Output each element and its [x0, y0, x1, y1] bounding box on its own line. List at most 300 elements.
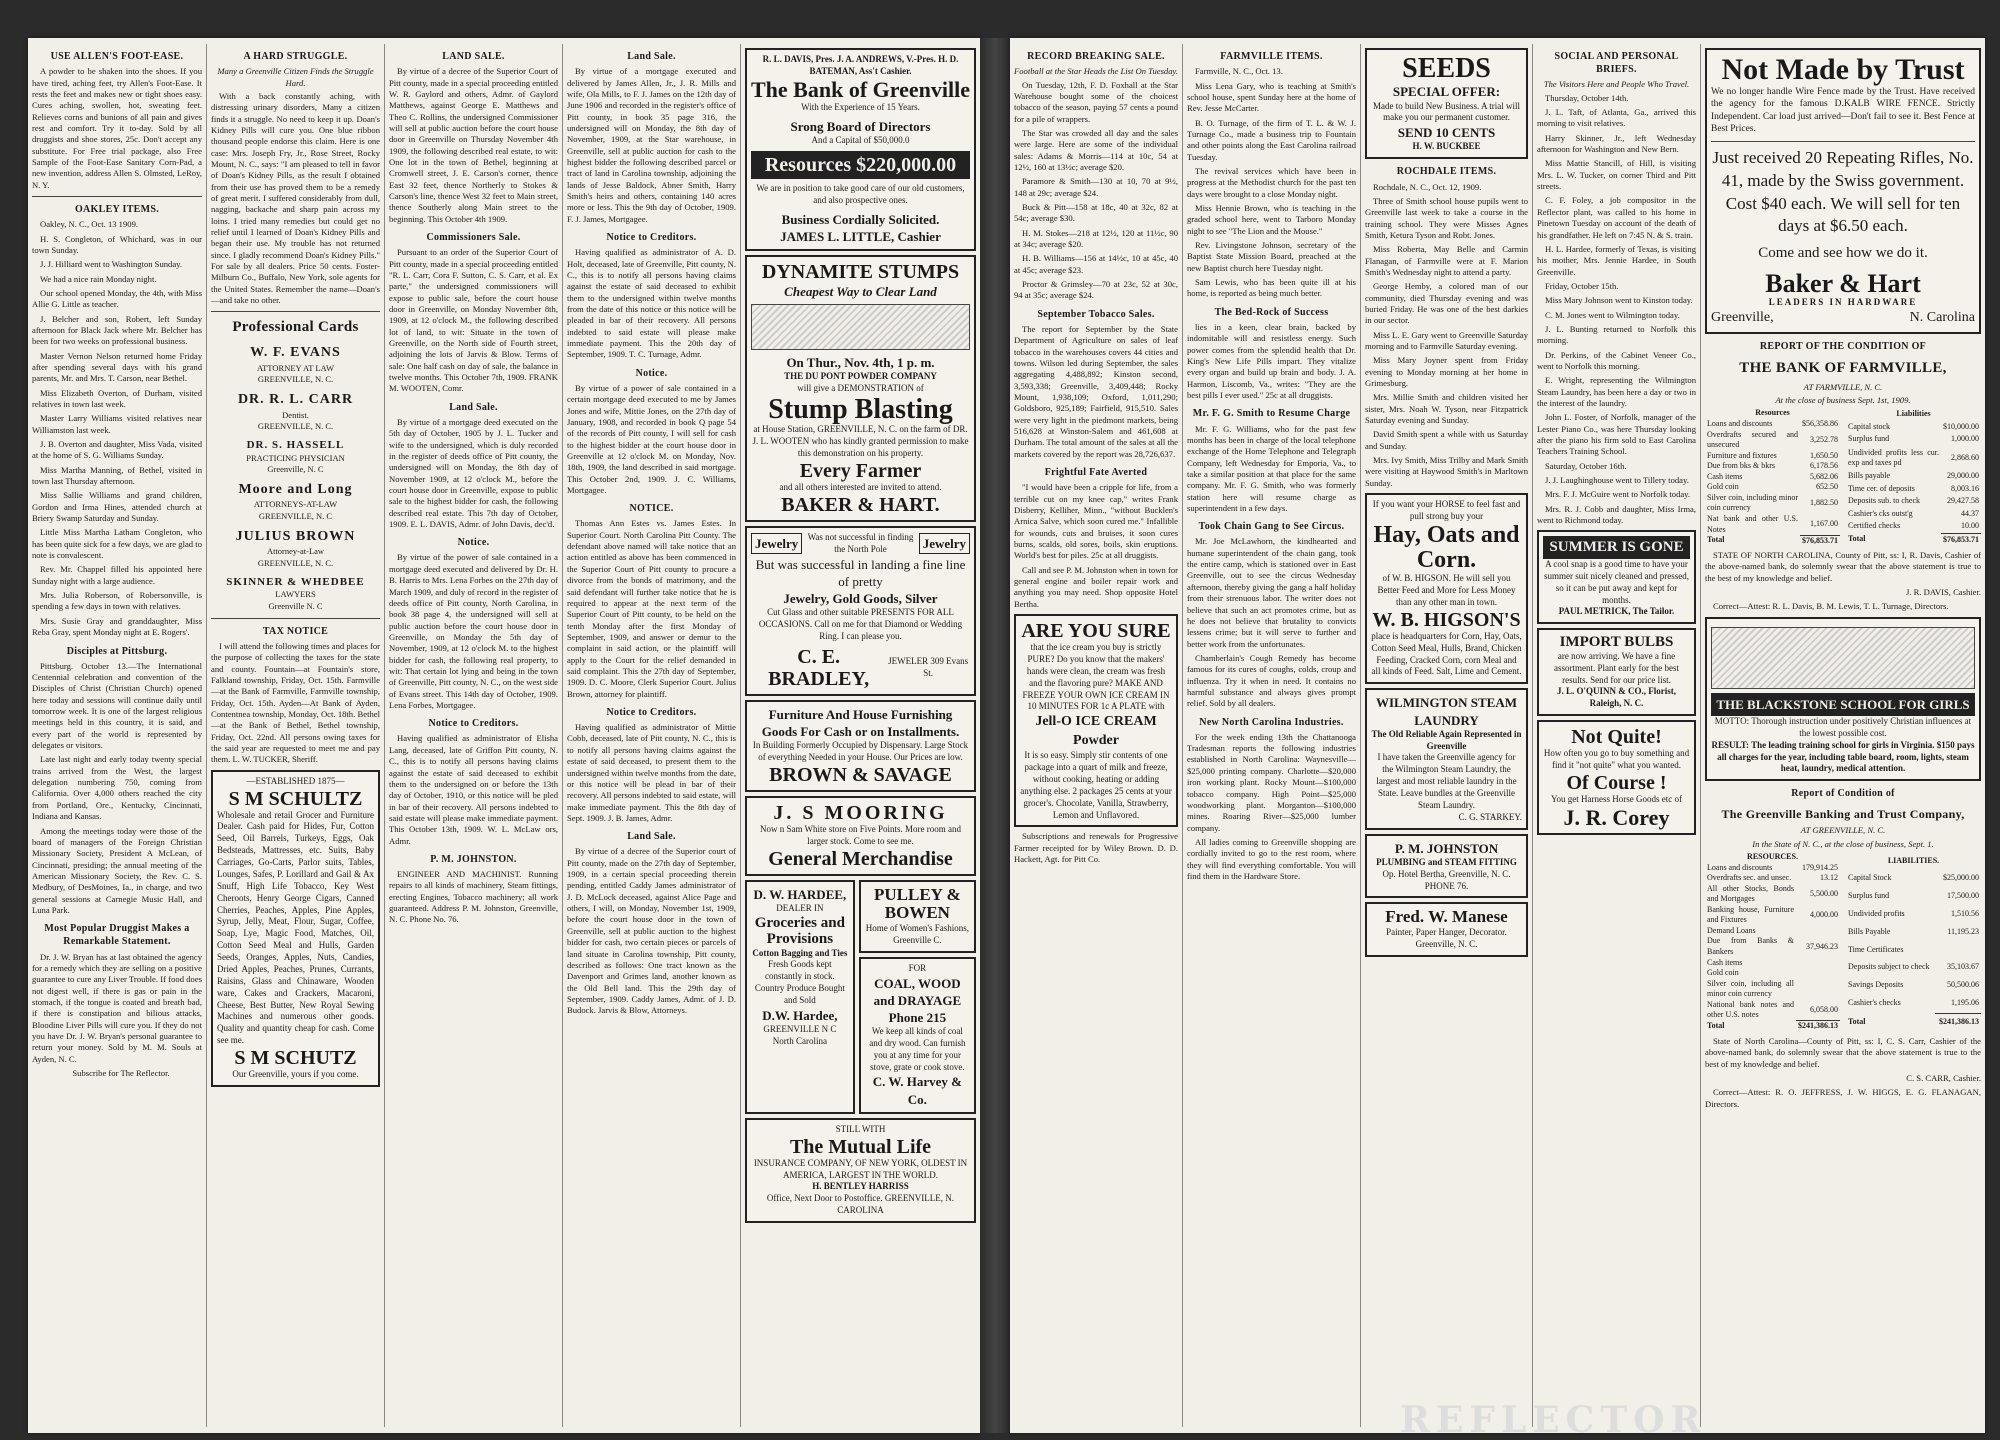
resources-rows — [1705, 419, 1840, 546]
divider — [32, 196, 202, 197]
higson-text: of W. B. HIGSON. He will sell you Better Feed and More for Less Money than any other man in town. — [1377, 573, 1516, 607]
statement-row — [1846, 941, 1981, 959]
commissioners-sale-text: Pursuant to an order of the Superior Court of Pitt county, made in a special proceeding entitled "R. L. Carr, Cora F. Sutton, C. S. Carr, et al. Ex parte," the undersigned commissioners will expose to public sale, before the court house door in Greenville, on Monday November 8th, 1909, at 12 o'clock M., the following described lot of land, to wit: Situate in the town of Greenville, on the North side of Fourth street, adjoining the lots of Jarvis & Blow. Terms of sale: One half cash on day of sale, the balance in twelve months. This October 7th, 1909. FRANK M. WOOTEN, Comr. — [389, 247, 558, 394]
card-line: Attorney-at-Law — [266, 546, 325, 557]
column-4 — [562, 44, 740, 1427]
higson-place: place is headquarters for Corn, Hay, Oats, Cotton Seed Meal, Hulls, Brand, Chicken Feeding, Cracked Corn, corn Meal and all kinds of Feed. Salt, Lime and Cement. — [1371, 630, 1522, 677]
manese-sub: Painter, Paper Hanger, Decorator. Greenville, N. C. — [1386, 927, 1507, 950]
social-item: E. Wright, representing the Wilmington Steam Laundry, has been here a day or two in the interest of the laundry. — [1537, 375, 1696, 408]
mutual-office: Office, Next Door to Postoffice. GREENVILLE, N. CAROLINA — [766, 1193, 955, 1216]
bank-solicit: Business Cordially Solicited. — [781, 211, 940, 227]
statement-value: $76,853.71 — [1802, 535, 1838, 545]
social-item: J. J. Laughinghouse went to Tillery today. — [1545, 475, 1689, 486]
card-carr — [211, 391, 380, 432]
statement-label: Capital stock — [1848, 421, 1890, 431]
bank-position: We are in position to take good care of our old customers, and also prospective ones. — [756, 182, 965, 205]
higson-name: W. B. HIGSON'S — [1372, 608, 1521, 631]
oakley-item: J. J. Hilliard went to Washington Sunday. — [40, 259, 183, 270]
statement-label: Cashier's cks outst'g — [1848, 508, 1913, 518]
statement-row — [1846, 977, 1981, 995]
statement-row — [1705, 884, 1840, 905]
mutual-still: STILL WITH — [835, 1123, 886, 1134]
card-name: SKINNER & WHEDBEE — [226, 575, 365, 588]
statement-value: 29,427.58 — [1947, 496, 1979, 506]
greenville-resources — [1705, 852, 1840, 1032]
land-sale-title: LAND SALE. — [442, 51, 505, 62]
social-item: H. L. Hardee, formerly of Texas, is visiting his mother, Mrs. Jennie Hardee, in South Greenville. — [1537, 243, 1696, 277]
jewelry-cut-glass: Cut Glass and other suitable PRESENTS FOR ALL OCCASIONS. Call on me for that Diamond or Wedding Ring. I can please you. — [758, 607, 963, 641]
jewelry-label: Jewelry — [919, 533, 970, 554]
hardee-pulley-row — [745, 880, 976, 1114]
corey-ad — [1537, 720, 1696, 835]
column-3 — [384, 44, 562, 1427]
statement-value: 5,682.06 — [1810, 471, 1838, 481]
report2-date: In the State of N. C., at the close of business, Sept. 1. — [1752, 838, 1934, 849]
statement-row — [1846, 1013, 1981, 1032]
social-item: Harry Skinner, Jr., left Wednesday afternoon for Washington and New Bern. — [1537, 132, 1696, 155]
frightful-text: "I would have been a cripple for life, from a terrible cut on my knee cap," writes Frank Disberry, Kelliher, Minn., "without Bucklen's Arnica Salve, which soon cured me." Infallible for wounds, cuts and bruises, it soon cures burns, scalds, old sores, boils, skin eruptions. World's best for piles. 25c at all druggists. — [1014, 482, 1178, 561]
school-building-illustration — [1711, 627, 1975, 689]
statement-label: Silver coin, including minor coin currency — [1707, 492, 1798, 513]
jewelry-label: Jewelry — [751, 533, 802, 554]
coal-title: COAL, WOOD and DRAYAGE — [873, 975, 962, 1008]
statement-row — [1705, 493, 1840, 514]
column-6 — [1010, 44, 1182, 1427]
commissioners-sale-title: Commissioners Sale. — [426, 232, 521, 243]
card-brown — [211, 528, 380, 569]
statement-label: Overdrafts secured and unsecured — [1707, 429, 1798, 450]
schultz-name-footer: S M SCHUTZ — [234, 1047, 357, 1070]
statement-value: 37,946.23 — [1806, 941, 1838, 951]
oakley-item: Oakley, N. C., Oct. 13 1909. — [40, 219, 139, 230]
statement-label: Cashier's checks — [1848, 998, 1901, 1008]
oakley-item: H. S. Congleton, of Whichard, was in our town Sunday. — [32, 233, 202, 255]
pmj-sub: PLUMBING and STEAM FITTING — [1376, 856, 1517, 867]
statement-row — [1846, 433, 1981, 445]
pulley-bowen: PULLEY & BOWEN — [873, 884, 961, 923]
chain-gang-text: Mr. Joe McLawhorn, the kindhearted and humane superintendent of the chain gang, took the entire camp, which is stationed over in East Greenville, out to see the circus Wednesday afternoon, thereby giving the gang a half holiday from their strenuous labor. The writer does not believe that such an act promotes crime, but as he does not believe that brutality to convicts lessens crime; but it will serve to further and better work from the unfortunates. — [1187, 536, 1356, 649]
dynamite-title: DYNAMITE STUMPS — [761, 260, 960, 283]
blackstone-result: RESULT: The leading training school for girls in Virginia. $150 pays all charges for the year, including table board, room, lights, steam heat, laundry, medical attention. — [1711, 739, 1975, 774]
divider — [211, 618, 380, 619]
every-farmer: Every Farmer — [799, 459, 922, 482]
statement-label: Savings Deposits — [1848, 980, 1904, 990]
pmj-ad — [1365, 834, 1528, 899]
statement-value: 1,882.50 — [1810, 498, 1838, 508]
record-sale-title: RECORD BREAKING SALE. — [1027, 51, 1165, 62]
notice-text: By virtue of a power of sale contained in a certain mortgage deed executed to me by James Jones and wife, Mittie Jones, on the 27th day of January, 1908, and recorded in book Q page 54 of the records of Pitt county, I will sell for cash to the highest bidder at the court house door in Greenville at 12 o'clock M. on Monday, Nov. 18th, 1909, the land described in said mortgage. This October 2nd, 1909. J. C. Williams, Mortgagee. — [567, 382, 736, 495]
statement-label: Bills Payable — [1848, 926, 1891, 936]
statement-row — [1705, 535, 1840, 546]
statement-value: 1,000.00 — [1951, 434, 1979, 444]
court-notice-text: Thomas Ann Estes vs. James Estes. In Superior Court. North Carolina Pitt County. The defendant above named will take notice that an action entitled as above has been commenced in the Superior Court of Pitt county to procure a divorce from the bonds of matrimony, and the said defendant will further take notice that he is required to appear at the next term of the Superior Court of Pitt county, to be held on the tenth Monday after the first Monday of September, 1909, and answer or demur to the complaint in said action, or the plaintiff will apply to the Court for the relief demanded in said complaint. This the 27th day of September, 1909. D. C. Moore, Clerk Superior Court. Julius Brown, attorney for plaintiff. — [567, 518, 736, 699]
of-course-text: You get Harness Horse Goods etc of — [1550, 793, 1683, 804]
smith-text: Mr. F. G. Williams, who for the past few months has been in charge of the local telephone exchange of the Home Telephone and Telegraph Company, left Wednesday for Emporia, Va., to take a similar position at that place for the same company. Mr. F. G. Smith, who was formerly station here will resume charge as superintendent in a few days. — [1187, 423, 1356, 513]
dynamite-demo: will give a DEMONSTRATION of — [797, 383, 924, 394]
record-sale-text: Buck & Pitt—158 at 18c, 40 at 32c, 82 at 54c; average $30. — [1014, 201, 1178, 224]
struggle-subtitle: Many a Greenville Citizen Finds the Struggle Hard. — [217, 66, 374, 88]
not-quite-text: How often you go to buy something and find it "not quite" what you wanted. — [1543, 748, 1690, 771]
disciples-paragraph: Among the meetings today were those of the board of managers of the Foreign Christian Missionary Society, President A McLean, of Cincinnati, presiding; the annual meeting of the American Missionary Society, the Rev. C. S. Medbury, of DesMoines, Ia., in charge, and two general sessions at Carnegie Music Hall, and Luna Park. — [32, 825, 202, 915]
oakley-item: Miss Martha Manning, of Bethel, visited in town last Thursday afternoon. — [32, 464, 202, 487]
statement-label: National bank notes and other U.S. notes — [1707, 999, 1794, 1020]
jello-name: Jell-O ICE CREAM Powder — [1035, 714, 1157, 748]
hardee-state: North Carolina — [772, 1035, 827, 1046]
oakley-item: J. Belcher and son, Robert, left Sunday afternoon for Black Jack where Mr. Belcher has been for two weeks on professional business. — [32, 313, 202, 347]
social-item: Saturday, October 16th. — [1545, 460, 1627, 471]
summer-ad — [1537, 530, 1696, 624]
statement-row — [1846, 520, 1981, 533]
farmville-title: FARMVILLE ITEMS. — [1220, 51, 1323, 62]
statement-value: 1,510.56 — [1951, 909, 1979, 919]
statement-row — [1705, 905, 1840, 926]
bank-cashier: JAMES L. LITTLE, Cashier — [780, 228, 941, 244]
jello-sub: It is so easy. Simply stir contents of one package into a quart of milk and freeze, without cooking, heating or adding anything else. 2 packages 25 cents at your grocer's. Chocolate, Vanilla, Strawberry, Lemon and Unflavored. — [1020, 750, 1172, 820]
statement-label: Silver coin, including all minor coin currency — [1707, 978, 1794, 999]
explosion-illustration — [751, 304, 970, 350]
statement-value: 3,252.78 — [1810, 434, 1838, 444]
statement-row — [1846, 905, 1981, 923]
statement-row — [1846, 446, 1981, 471]
social-item: Miss Mattie Stancill, of Hill, is visiting Mrs. L. W. Tucker, on corner Third and Pitt streets. — [1537, 158, 1696, 192]
statement-label: Loans and discounts — [1707, 862, 1773, 872]
record-sale-subtitle: Football at the Star Heads the List On Tuesday. — [1014, 66, 1178, 77]
social-item: Thursday, October 14th. — [1545, 92, 1629, 103]
allens-ad-text: A powder to be shaken into the shoes. If you have tired, aching feet, try Allen's Foot-Ease. It rests the feet and makes new or tight shoes easy. Cures aching, swollen, hot, sweating feet. Relieves corns and bunions of all pain and gives rest and comfort. Try it to-day. Sold by all druggists and shoe stores, 25c. Don't accept any substitute. For Free trial package, also Free Sample of the Foot-Ease Sanitary Corn-Pad, a new invention, address Allen S. Olmsted, LeRoy, N. Y. — [32, 66, 202, 190]
statement-row — [1846, 508, 1981, 520]
record-sale-text: On Tuesday, 12th, F. D. Foxhall at the Star Warehouse bought some of the choicest tobacco of the season, paying 57 cents a pound for a pile of wrappers. — [1014, 79, 1178, 124]
oakley-item: J. B. Overton and daughter, Miss Vada, visited at the home of S. G. Williams Sunday. — [32, 439, 202, 461]
disciples-paragraph: Late last night and early today twenty special trains arrived from the West, the largest delegation numbering 750, coming from California. Over 4,000 others reached the city from Portland, Ore., Kentucky, Cincinnati, Indiana and Kansas. — [32, 754, 202, 822]
jewelry-name: C. E. BRADLEY, — [768, 645, 870, 690]
bed-rock-title: The Bed-Rock of Success — [1214, 306, 1329, 318]
schultz-name: S M SCHULTZ — [228, 787, 363, 810]
state-statement: STATE OF NORTH CAROLINA, County of Pitt, ss: I, R. Davis, Cashier of the above-named bank, do solemnly swear that the above statement is true to the best of my knowledge and belief. — [1705, 550, 1981, 583]
bank-experience: With the Experience of 15 Years. — [801, 101, 920, 112]
seeds-send: SEND 10 CENTS — [1397, 125, 1496, 141]
report2-bank: The Greenville Banking and Trust Company, — [1721, 806, 1965, 821]
mooring-general: General Merchandise — [768, 847, 953, 870]
disciples-title: Disciples at Pittsburg. — [66, 645, 168, 657]
oakley-item: Mrs. Susie Gray and granddaughter, Miss Reba Gray, spent Monday night at E. Rogers'. — [32, 615, 202, 638]
mooring-name: J. S MOORING — [773, 801, 948, 824]
statement-value: $241,386.13 — [1798, 1021, 1838, 1031]
card-line: Greenville N. C — [268, 600, 323, 611]
land-sale-text: By virtue of a decree of the Superior Court of Pitt county, made in a special proceeding entitled W. R. Gaylord and others, Admr. of Gaylord Matthews, against George E. Matthews and Theo C. Rollins, the undersigned Commissioner will sell at public auction before the court house door in Greenville on Thursday November 4th 1909, the following described real estate, to wit: One lot in the town of Bethel, beginning at Cromwell street, J. E. Carson's corner, thence East 32 feet, thence Northerly to Stokes & Carson's line, thence West 32 feet to Main street, thence Southerly along Main street to the beginning. This October 4th 1909. — [389, 66, 558, 224]
hardee-ad — [745, 880, 855, 1114]
oakley-item: Mrs. Julia Roberson, of Robersonville, is spending a few days in town with relatives. — [32, 590, 202, 612]
johnston-notice: Call and see P. M. Johnston when in town for general engine and boiler repair work and anything you may need. Shop opposite Hotel Bertha. — [1014, 564, 1178, 609]
jewelry-footer — [751, 646, 970, 690]
column-5 — [740, 44, 980, 1427]
statement-label: Undivided profits — [1848, 909, 1905, 919]
baker-hart-city: Greenville, — [1711, 310, 1774, 326]
greenville-liabilities — [1846, 852, 1981, 1032]
statement-value: $76,853.71 — [1941, 533, 1981, 546]
card-name: DR. R. L. CARR — [237, 392, 354, 408]
statement-row — [1846, 870, 1981, 888]
statement-row — [1705, 419, 1840, 430]
statement-label: Total — [1848, 1017, 1866, 1027]
statement-label: Total — [1707, 535, 1725, 545]
statement-value: $56,358.86 — [1802, 419, 1838, 429]
farmville-resources — [1705, 408, 1840, 546]
industries-title: New North Carolina Industries. — [1199, 716, 1344, 728]
statement-value — [1796, 979, 1840, 1000]
mutual-agent: H. BENTLEY HARRISS — [812, 1181, 909, 1192]
statement-row — [1705, 514, 1840, 535]
farmville-liabilities — [1846, 408, 1981, 546]
oakley-item: Our school opened Monday, the 4th, with Miss Allie G. Little as teacher. — [32, 287, 202, 310]
trust-title: Not Made by Trust — [1721, 53, 1965, 86]
statement-label: Bills payable — [1848, 471, 1890, 481]
statement-row — [1705, 1000, 1840, 1021]
tax-notice-title: TAX NOTICE — [262, 625, 329, 637]
statement-label: Gold coin — [1707, 482, 1739, 492]
card-line: GREENVILLE, N. C — [258, 510, 333, 521]
baker-hart-name: Baker & Hart — [1765, 269, 1921, 299]
seeds-offer: SPECIAL OFFER: — [1392, 84, 1501, 100]
manese-ad — [1365, 902, 1528, 956]
land-sale-text: By virtue of a mortgage executed and delivered by James Allen, Jr., J. R. Mills and wife, Ola Mills, to F. J. James on the 12th day of June 1906 and recorded in the register's office of Pitt county, in book 35 page 316, the undersigned will on Monday, the 8th day of November, 1909, at the Star warehouse, in Greenville, sell at public auction for cash to the highest bidder the following described parcel or tract of land in Carolina township, adjoining the lands of Jesse Baldock, Abner Smith, Harry Smith's heirs and others, containing 140 acres more or less. This the 9th day of October, 1909. F. J. James, Mortgagee. — [567, 66, 736, 224]
oakley-item: Miss Sallie Williams and grand children, Gordon and Irma Hines, attended church at Briery Swamp Saturday and Sunday. — [32, 490, 202, 524]
column-10 — [1700, 44, 1985, 1427]
farmville-item: Miss Lena Gary, who is teaching at Smith's school house, spent Sunday here at the home of Rev. Jesse McCarter. — [1187, 80, 1356, 114]
mutual-insurance: INSURANCE COMPANY, OF NEW YORK, OLDEST IN AMERICA, LARGEST IN THE WORLD. — [753, 1157, 968, 1180]
rochdale-item: Miss L. E. Gary went to Greenville Saturday morning and to Farmville Saturday evening. — [1365, 329, 1528, 351]
land-sale-title: Land Sale. — [449, 401, 498, 413]
page-fold — [980, 38, 1010, 1433]
laundry-sub: The Old Reliable Again Represented in Greenville — [1371, 728, 1522, 751]
bed-rock-text: lies in a keen, clear brain, backed by indomitable will and resistless energy. Such power comes from the splendid health that Dr. King's New Life Pills impart. They vitalize every organ and build up brain and body. J. A. Harmon, Liscomb, Va., writes: "They are the best pills I ever used." 25c at all druggists. — [1187, 321, 1356, 400]
statement-label: Capital Stock — [1848, 873, 1892, 883]
social-subtitle: The Visitors Here and People Who Travel. — [1543, 79, 1690, 90]
land-sale-title: Land Sale. — [627, 831, 676, 843]
social-item: J. L. Taft, of Atlanta, Ga., arrived this morning to visit relatives. — [1537, 107, 1696, 129]
statement-label: Furniture and fixtures — [1707, 450, 1777, 460]
statement-value: $10,000.00 — [1943, 421, 1979, 431]
statement-label: Surplus fund — [1848, 891, 1890, 901]
farmville-item: Rev. Livingstone Johnson, secretary of the Baptist State Mission Board, preached at the new Baptist church here Tuesday night. — [1187, 240, 1356, 273]
summer-title: SUMMER IS GONE — [1543, 536, 1690, 559]
hardee-goods: Groceries and Provisions — [754, 914, 845, 948]
statement-value: 29,000.00 — [1947, 471, 1979, 481]
report-at: AT FARMVILLE, N. C. — [1803, 381, 1883, 392]
statement-row — [1705, 482, 1840, 493]
creditors-text: Having qualified as administrator of Elisha Lang, deceased, late of Griffon Pitt county, N. C., this is to notify all persons having claims against the estate of said deceased to exhibit them to the undersigned on or before the 13th day of October, 1910, or this notice will be pled in bar of their recovery. All persons indebted to said estate will please make immediate payment. This October 13th, 1909. W. L. McLaw ors, Admr. — [389, 733, 558, 846]
statement-row — [1846, 495, 1981, 507]
rochdale-item: George Hemby, a colored man of our community, died Thursday evening and was buried Friday. He was one of the best darkies in our sector. — [1365, 281, 1528, 326]
state-signature: J. R. DAVIS, Cashier. — [1905, 587, 1981, 598]
report-title: REPORT OF THE CONDITION OF — [1759, 340, 1927, 352]
social-item: Miss Mary Johnson went to Kinston today. — [1545, 295, 1693, 306]
creditors-title: Notice to Creditors. — [606, 232, 697, 243]
mooring-ad — [745, 796, 976, 876]
card-skinner — [211, 575, 380, 612]
resources-head: Resources — [1755, 408, 1790, 418]
bank-resources: Resources $220,000.00 — [751, 151, 970, 179]
blackstone-title: THE BLACKSTONE SCHOOL FOR GIRLS — [1711, 693, 1975, 716]
card-name: DR. S. HASSELL — [246, 439, 345, 452]
statement-value: $25,000.00 — [1943, 873, 1979, 883]
seeds-ad — [1365, 48, 1528, 159]
statement-row — [1705, 863, 1840, 874]
summer-text: A cool snap is a good time to have your summer suit nicely cleaned and pressed, so it can be put away and kept for months. — [1544, 558, 1689, 605]
card-name: JULIUS BROWN — [235, 528, 356, 544]
bank-officers: R. L. DAVIS, Pres. J. A. ANDREWS, V.-Pres. H. D. BATEMAN, Ass't Cashier. — [762, 54, 959, 76]
mooring-sub: Now n Sam White store on Five Points. More room and larger stock. Come to see me. — [759, 823, 962, 846]
card-moore-long — [211, 481, 380, 522]
schultz-ad — [211, 770, 380, 1087]
furniture-ad — [745, 700, 976, 792]
social-item: C. M. Jones went to Wilmington today. — [1545, 309, 1680, 320]
social-item: J. L. Bunting returned to Norfolk this morning. — [1537, 323, 1696, 346]
right-ads-stack — [859, 880, 976, 1114]
druggist-title: Most Popular Druggist Makes a Remarkable Statement. — [44, 923, 190, 948]
left-newspaper-page — [28, 38, 980, 1433]
trust-ad — [1705, 48, 1981, 334]
statement-label: Surplus fund — [1848, 434, 1890, 444]
statement-value: 1,195.06 — [1951, 998, 1979, 1008]
rochdale-item: Miss Roberta, May Belle and Carmin Flanagan, of Farmville were at F. Marion Smith's Wednesday night to attend a party. — [1365, 244, 1528, 277]
card-hassell — [211, 438, 380, 475]
rochdale-item: Rochdale, N. C., Oct. 12, 1909. — [1373, 181, 1482, 192]
land-sale-text: By virtue of a decree of the Superior court of Pitt county, made on the 27th day of September, 1909, in a certain special proceeding therein pending, entitled Caddy James administrator of J. D. McLock deceased, against Alice Page and others, I will, on Monday, November 1st, 1909, before the court house door in the town of Greenville, sell at public auction to the highest bidder for cash, two certain pieces or parcels of land situate in Carolina township, Pitt county, described as follows: One tract known as the Davenport and Grimes land, another known as the Old Bell land. This the 29th day of September, 1909. Caddy James, Admr. of J. D. Budock. Jarvis & Blow, Attorneys. — [567, 846, 736, 1016]
creditors-text: Having qualified as administrator of A. D. Holt, deceased, late of Greenville, Pitt county, N. C., this is to notify all persons having claims against the estate of said deceased to exhibit them to the undersigned within twelve months from the date of this notice or this notice will be pleaded in bar of their recovery. All persons indebted to said estate will please make immediate payment. This the 20th day of September, 1909. T. C. Turnage, Admr. — [567, 247, 736, 360]
report2-title: Report of Condition of — [1791, 788, 1895, 800]
schultz-text: Wholesale and retail Grocer and Furniture Dealer. Cash paid for Hides, Fur, Cotton Seed, Oil Barrels, Turkeys, Eggs, Oak Bedsteads, Mattresses, etc. Suits, Baby Carriages, Go-Carts, Parlor suits, Tables, Lounges, Safes, P. Lorillard and Gail & Ax Snuff, High Life Tobacco, Key West Cheroots, Henry George Cigars, Canned Cherries, Peaches, Apples, Pine Apples, Syrup, Jelly, Meat, Flour, Sugar, Coffee, Soap, Lye, Magic Food, Matches, Oil, Cotton Seed Meal and Hulls, Garden Seeds, Oranges, Apples, Nuts, Candies, Dried Apples, Peaches, Prunes, Currants, Raisins, Glass and Chinaware, Wooden ware, Cakes and Crackers, Macaroni, Cheese, Best Butter, New Royal Sewing Machines and numerous other goods. Quality and quantity cheap for cash. Come see me. — [217, 809, 374, 1046]
statement-label: Due from bks & bkrs — [1707, 461, 1775, 471]
blackstone-ad — [1705, 617, 1981, 782]
are-you-sure-text: that the ice cream you buy is strictly PURE? Do you know that the makers' hands were clean, the cream was fresh and the flavoring pure? MAKE AND FREEZE YOUR OWN ICE CREAM IN 10 MINUTES FOR 1c A PLATE with — [1022, 642, 1170, 712]
statement-value: 5,500.00 — [1810, 888, 1838, 898]
statement-label: Time cer. of deposits — [1848, 483, 1915, 493]
jello-ad — [1014, 614, 1178, 827]
druggist-text: Dr. J. W. Bryan has at last obtained the agency for a remedy which they are selling on a positive guarantee to cure any Liver Trouble. If food does not digest well, if there is gas or pain in the stomach, if the tongue is coated and breath bad, if there is constipation and bilious attacks, Bloodine Liver Pills will cure you. If they do not you have Dr. J. W. Bryan's personal guarantee to return your money. Sold by M. M. Souls at Ayden, N. C. — [32, 951, 202, 1064]
dynamite-invite: and all others interested are invited to attend. — [779, 481, 942, 492]
dynamite-stumps-ad — [745, 255, 976, 522]
land-sale-title: Land Sale. — [627, 51, 676, 62]
column-7 — [1182, 44, 1360, 1427]
statement-row — [1705, 472, 1840, 483]
statement-row — [1705, 430, 1840, 451]
statement-row — [1846, 483, 1981, 495]
farmville-item: Farmville, N. C., Oct. 13. — [1195, 66, 1283, 77]
trust-text: We no longer handle Wire Fence made by the Trust. Have received the agency for the famous D.KALB WIRE FENCE. Strictly Independent. Car load just arrived—Don't fail to see it. Best Fence at Best Prices. — [1711, 86, 1975, 135]
card-evans — [211, 344, 380, 385]
statement-label: Total — [1707, 1021, 1725, 1031]
report-date: At the close of business Sept. 1st, 1909. — [1775, 395, 1911, 406]
resources2-rows — [1705, 863, 1840, 1032]
jewelry-goods: Jewelry, Gold Goods, Silver — [783, 590, 938, 606]
farmville-item: B. O. Turnage, of the firm of T. L. & W. J. Turnage Co., made a business trip to Fountain and other points along the East Carolina railroad Tuesday. — [1187, 117, 1356, 162]
professional-cards — [211, 344, 380, 612]
masthead-fragment: REFLECTOR — [1400, 1399, 1707, 1433]
liabilities-rows — [1846, 421, 1981, 546]
bulbs-name: J. L. O'QUINN & CO., Florist, Raleigh, N. C. — [1557, 686, 1676, 709]
seeds-text: Made to build New Business. A trial will make you our permanent customer. — [1373, 100, 1520, 123]
hardee-fresh: Fresh Goods kept constantly in stock. Country Produce Bought and Sold — [754, 959, 845, 1006]
dynamite-cheapest: Cheapest Way to Clear Land — [784, 283, 937, 299]
card-line: PRACTICING PHYSICIAN — [246, 452, 345, 463]
johnston-text: ENGINEER AND MACHINIST. Running repairs to all kinds of machinery, Steam fittings, erecting Engines, Tobacco machinery; all work guaranteed. Address P. M. Johnston, Greenville, N. C. Phone No. 76. — [389, 869, 558, 925]
creditors-text: Having qualified as administrator of Mittie Cobb, deceased, late of Pitt county, N. C., this is to notify all persons having claims against the estate of said deceased, to present them to the undersigned within twelve months from the date, or this notice will be plead in bar of their recovery. All persons indebted to said estate, will make immediate payment. This the 8th day of Sept. 1909. J. B. James, Admr. — [567, 722, 736, 823]
oakley-item: Little Miss Martha Latham Congleton, who has been quite sick for a few days, we are glad to note is convalescent. — [32, 527, 202, 561]
card-line: GREENVILLE, N. C. — [257, 373, 334, 384]
statement-row — [1705, 968, 1840, 979]
statement-row — [1846, 421, 1981, 433]
record-sale-text: Proctor & Grimsley—70 at 23c, 52 at 30c, 94 at 35c; average $24. — [1014, 279, 1178, 301]
statement-row — [1705, 873, 1840, 884]
record-sale-text: H. M. Stokes—218 at 12½, 120 at 11½c, 90 at 34c; average $20. — [1014, 227, 1178, 249]
higson-ad — [1365, 493, 1528, 684]
stump-blasting: Stump Blasting — [768, 393, 953, 425]
bulbs-title: IMPORT BULBS — [1559, 634, 1674, 651]
statement-label: Cash items — [1707, 471, 1743, 481]
statement-label: Overdrafts sec. and unsec. — [1707, 873, 1792, 883]
statement-value: 10.00 — [1961, 520, 1979, 530]
schultz-established: —ESTABLISHED 1875— — [246, 775, 345, 786]
statement-value: 6,178.56 — [1810, 461, 1838, 471]
social-item: Friday, October 15th. — [1545, 280, 1619, 291]
baker-hart-state: N. Carolina — [1909, 310, 1975, 326]
statement-label: Gold coin — [1707, 968, 1739, 978]
schultz-footer: Our Greenville, yours if you come. — [232, 1069, 359, 1080]
statement-value — [1796, 926, 1840, 937]
pulley-bowen-ad — [859, 880, 976, 953]
dynamite-date: On Thur., Nov. 4th, 1 p. m. — [786, 355, 935, 371]
social-item: Dr. Perkins, of the Cabinet Veneer Co., went to Norfolk this morning. — [1537, 349, 1696, 371]
laundry-title: WILMINGTON STEAM LAUNDRY — [1376, 695, 1517, 728]
bulbs-ad — [1537, 628, 1696, 716]
dynamite-company: THE DU PONT POWDER COMPANY — [784, 371, 937, 382]
farmville-item: The revival services which have been in progress at the Methodist church for the past ten days were brought to a close Monday night. — [1187, 165, 1356, 199]
jewelry-ad — [745, 526, 976, 696]
oakley-item: Rev. Mr. Chappel filled his appointed here Sunday night with a large audience. — [32, 564, 202, 586]
jewelry-header — [751, 532, 970, 556]
statement-row — [1705, 461, 1840, 472]
statement-value: 17,500.00 — [1947, 891, 1979, 901]
card-line: GREENVILLE, N. C. — [257, 420, 334, 431]
hardee-cotton: Cotton Bagging and Ties — [752, 947, 848, 958]
farmville-item: Miss Hennie Brown, who is teaching in the graded school here, went to Tarboro Monday night to see "The Lion and the Mouse." — [1187, 202, 1356, 236]
record-sale-text: H. B. Williams—156 at 14½c, 10 at 45c, 40 at 45c; average $23. — [1014, 253, 1178, 275]
rochdale-item: David Smith spent a while with us Saturday and Sunday. — [1365, 429, 1528, 451]
subscriptions-note: Subscriptions and renewals for Progressive Farmer receipted for by Wiley Brown. D. D. Hackett, Agt. for Pitt Co. — [1014, 831, 1178, 865]
statement-value: 8,003.16 — [1951, 483, 1979, 493]
statement-value: 50,500.06 — [1947, 980, 1979, 990]
are-you-sure: ARE YOU SURE — [1021, 620, 1171, 642]
oakley-item: Master Vernon Nelson returned home Friday after spending several days with his grand parents, Mr. and Mrs. T. Carson, near Bethel. — [32, 350, 202, 384]
jewelry-north-pole: Was not successful in finding the North Pole — [807, 531, 914, 554]
social-item: C. F. Foley, a job compositor in the Reflector plant, was called to his home in Pinetown Tuesday on account of the death of his grandfather. He left on 7:45 N. & S. train. — [1537, 195, 1696, 240]
statement-label: Deposits subject to check — [1848, 962, 1930, 972]
coal-for: FOR — [908, 962, 927, 973]
card-line: LAWYERS — [275, 589, 316, 600]
laundry-text: I have taken the Greenville agency for the Wilmington Steam Laundry, the largest and most reliable laundry in the State. Leave bundles at the Greenville Steam Laundry. — [1376, 752, 1517, 810]
struggle-text: With a back constantly aching, with distressing urinary disorders, Many a citizen finds it a struggle. No need to keep it up. Doan's Kidney Pills will cure you. One blue ribbon thousand people endorse this claim. Here is one case: Mrs. Joseph Fry, Jr., Rose Street, Rocky Mount, N. C., says: "I am pleased to tell in favor of Doan's Kidney Pills, as the result I obtained from their use has proved them to be a remedy of great merit. I suffered considerably from dull, nagging, backache and sharp pain across my loins. I tried many remedies but could get no relief until I learned of Doan's Kidney Pills and began their use. My trouble has not returned since. I gladly recommend Doan's Kidney Pills." For sale by all dealers. Price 50 cents. Foster-Milburn Co., Buffalo, New York, sole agents for the United States. Remember the name—Doan's—and take no other. — [211, 90, 380, 306]
statement-row — [1705, 1021, 1840, 1032]
oakley-item: Miss Elizabeth Overton, of Durham, visited relatives in town last week. — [32, 387, 202, 409]
social-item: Mrs. R. J. Cobb and daughter, Miss Irma, went to Richmond today. — [1537, 503, 1696, 526]
statement-value: 13.12 — [1820, 873, 1838, 883]
hardee-location: GREENVILLE N C — [763, 1024, 837, 1035]
pulley-sub: Home of Women's Fashions, Greenville C. — [865, 922, 969, 945]
statement-row — [1705, 926, 1840, 937]
seeds-title: SEEDS — [1402, 53, 1491, 84]
oakley-title: OAKLEY ITEMS. — [74, 203, 160, 215]
statement-label: Banking house, Furniture and Fixtures — [1707, 904, 1794, 925]
